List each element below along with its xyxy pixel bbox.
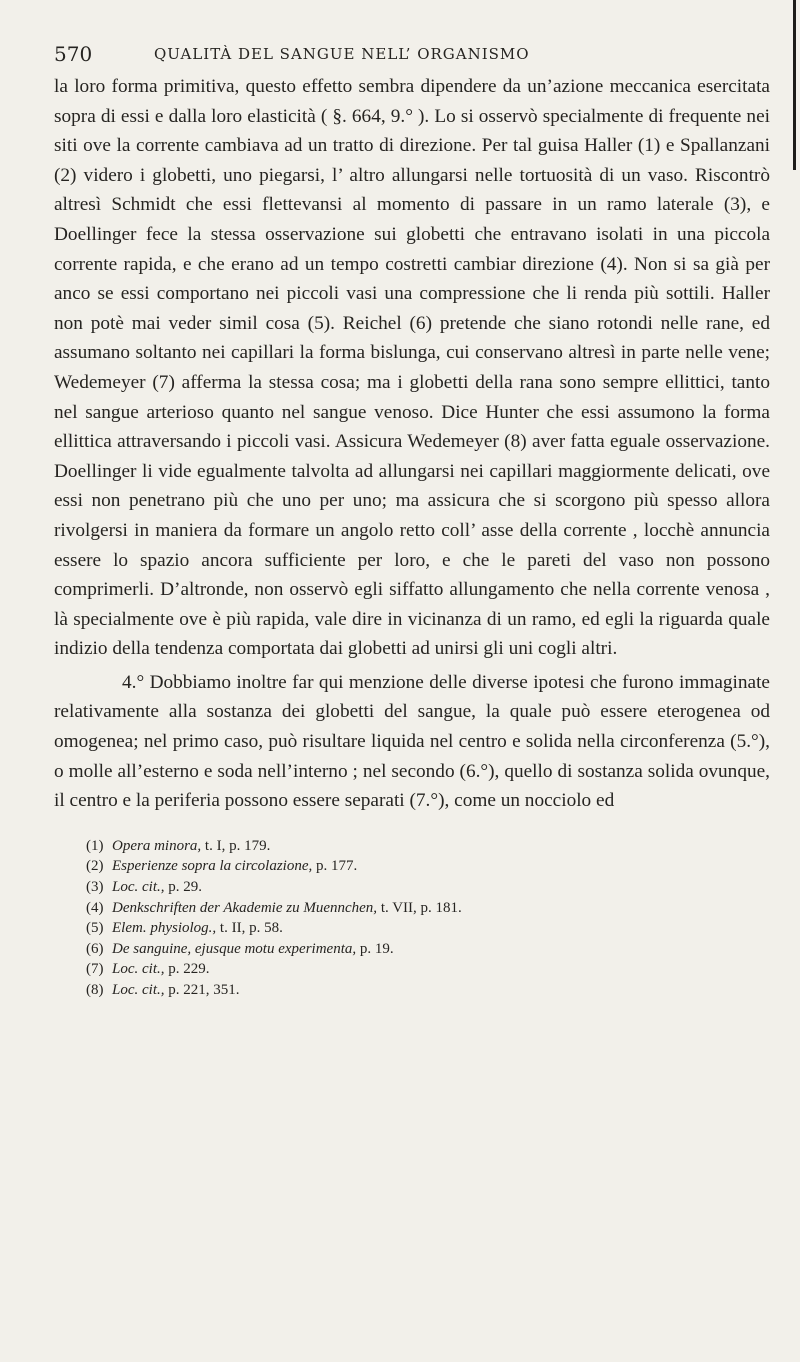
running-title: QUALITÀ DEL SANGUE NELL’ ORGANISMO [154,45,530,63]
footnote-title: Opera minora, [112,837,202,854]
footnote-title: De sanguine, ejusque motu experimenta, [112,940,357,957]
footnote-ref: p. 177. [312,858,358,875]
footnote-mark: (5) [86,920,104,937]
footnote-1 [86,836,770,857]
footnote-ref: t. II, p. 58. [216,920,283,937]
footnote-2 [86,856,770,877]
footnote-ref: p. 221, 351. [164,982,240,998]
running-head [54,42,770,72]
footnote-mark: (1) [86,837,104,854]
paragraph-continued: la loro forma primitiva, questo effetto sembra dipendere da un’azione meccanica esercitata sopra di essi e dalla loro elasticità ( §. 664, 9.° ). Lo si osservò specialmente di frequente nei siti ove la corrente cambiava ad un tratto di direzione. Per tal guisa Haller (1) e Spallanzani (2) videro i globetti, uno piegarsi, l’ altro allungarsi nelle tortuosità di un vaso. Riscontrò altresì Schmidt che essi flettevansi al momento di passare in un ramo laterale (3), e Doellinger fece la stessa osservazione sui globetti che entravano isolati in una piccola corrente rapida, e che erano ad un tempo costretti cambiar direzione (4). Non si sa già per anco se essi comportano nei piccoli vasi una compressione che li renda più sottili. Haller non potè mai veder simil cosa (5). Reichel (6) pretende che siano rotondi nelle rane, ed assumano soltanto nei capillari la forma bislunga, cui conservano altresì in parte nelle vene; Wedemeyer (7) afferma la stessa cosa; ma i globetti della rana sono sempre ellittici, tanto nel sangue arterioso quanto nel sangue venoso. Dice Hunter che essi assumono la forma ellittica attraversando i piccoli vasi. Assicura Wedemeyer (8) aver fatta eguale osservazione. Doellinger li vide egualmente talvolta ad allungarsi nei capillari maggiormente delicati, ove essi non penetrano più che uno per uno; ma assicura che si scorgono più spesso allora rivolgersi in maniera da formare un angolo retto coll’ asse della corrente , locchè annuncia essere lo spazio ancora sufficiente per loro, e che le pareti del vaso non possono comprimerli. D’altronde, non osservò egli siffatto allungamento che nella corrente venosa , là specialmente ove è più rapida, vale dire in vicinanza di un ramo, ed egli la riguarda quale indizio della tendenza comportata dai globetti ad unirsi gli uni cogli altri. [54,76,770,660]
footnote-8 [86,980,770,1001]
footnote-mark: (4) [86,899,104,916]
footnote-mark: (2) [86,858,104,875]
footnote-title: Esperienze sopra la circolazione, [112,858,313,875]
footnote-ref: p. 19. [356,940,394,957]
footnote-title: Elem. physiolog., [112,920,217,937]
page-number: 570 [54,42,93,66]
footnote-3 [86,877,770,898]
footnote-mark: (8) [86,982,104,998]
footnote-6 [86,939,770,960]
page-edge-shadow [793,0,796,170]
footnote-mark: (3) [86,879,104,896]
footnote-4 [86,898,770,919]
footnote-ref: t. VII, p. 181. [377,899,462,916]
footnote-title: Loc. cit., [112,961,165,978]
footnotes [54,836,770,1001]
book-page [54,42,770,1001]
footnote-7 [86,959,770,980]
footnote-mark: (6) [86,940,104,957]
footnote-mark: (7) [86,961,104,978]
footnote-ref: t. I, p. 179. [201,837,271,854]
footnote-title: Denkschriften der Akademie zu Muennchen, [112,899,378,916]
footnote-title: Loc. cit., [112,982,165,998]
footnote-5 [86,918,770,939]
footnote-ref: p. 29. [164,879,202,896]
paragraph-point-4: 4.° Dobbiamo inoltre far qui menzione delle diverse ipotesi che furono immaginate relativamente alla sostanza dei globetti del sangue, la quale può essere eterogenea od omogenea; nel primo caso, può risultare liquida nel centro e solida nella circonferenza (5.°), o molle all’esterno e soda nell’interno ; nel secondo (6.°), quello di sostanza solida ovunque, il centro e la periferia possono essere separati (7.°), come un nocciolo ed [54,671,770,812]
footnote-ref: p. 229. [164,961,210,978]
footnote-title: Loc. cit., [112,879,165,896]
